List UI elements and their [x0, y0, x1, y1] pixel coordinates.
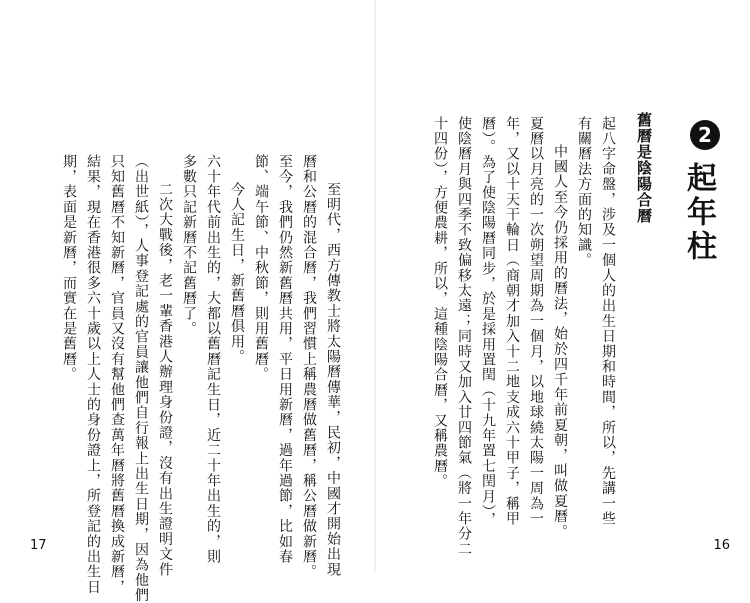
paragraph: 只知舊曆不知新曆，官員又沒有幫他們查萬年曆將舊曆換成新曆，	[109, 154, 125, 595]
paragraph: 曆）。為了使陰陽曆同步，於是採用置閏（十九年置七閏月），	[480, 116, 496, 528]
right-page-body	[428, 116, 620, 556]
paragraph: 中國人至今仍採用的曆法，始於四千年前夏朝，叫做夏曆。	[552, 144, 568, 540]
paragraph: 夏曆以月亮的一次朔望周期為一個月，以地球繞太陽一周為一	[528, 116, 544, 527]
paragraph: 使陰曆月與四季不致偏移太遠；同時又加入廿四節氣（將一年分二	[456, 116, 472, 557]
page-number-right: 16	[713, 538, 730, 553]
page-gutter	[374, 0, 376, 572]
chapter-number-badge: 2	[690, 120, 720, 150]
left-page-body	[57, 154, 345, 603]
paragraph: 二次大戰後，老一輩香港人辦理身份證，沒有出生證明文件	[157, 182, 173, 578]
paragraph: 節、端午節、中秋節，則用舊曆。	[253, 154, 269, 382]
paragraph: （出世紙），人事登記處的官員讓他們自行報上出生日期，因為他們	[133, 154, 149, 603]
paragraph: 有關曆法方面的知識。	[576, 116, 592, 268]
paragraph: 年，又以十天干輪日（商朝才加入十二地支成六十甲子，稱甲	[504, 116, 520, 527]
paragraph: 至今，我們仍然新舊曆共用，平日用新曆，過年過節，比如春	[277, 154, 293, 565]
paragraph: 期，表面是新曆，而實在是舊曆。	[61, 154, 77, 382]
chapter-title: 起年柱	[681, 162, 716, 264]
paragraph: 六十年代前出生的，大都以舊曆記生日，近二十年出生的，則	[205, 154, 221, 565]
paragraph: 多數只記新曆不記舊曆了。	[181, 154, 197, 337]
paragraph: 今人記生日，新舊曆俱用。	[229, 182, 245, 365]
paragraph: 至明代，西方傳教士將太陽曆傳華，民初，中國才開始出現	[325, 182, 341, 578]
paragraph: 曆和公曆的混合曆，我們習慣上稱農曆做舊曆，稱公曆做新曆。	[301, 154, 317, 580]
page-number-left: 17	[30, 538, 47, 553]
paragraph: 結果，現在香港很多六十歲以上人士的身份證上，所登記的出生日	[85, 154, 101, 595]
paragraph: 十四份），方便農耕，所以，這種陰陽合曆，又稱農曆。	[432, 116, 448, 489]
paragraph: 起八字命盤，涉及一個人的出生日期和時間，所以，先講一些	[600, 116, 616, 527]
section-subtitle: 舊曆是陰陽合曆	[635, 112, 653, 224]
